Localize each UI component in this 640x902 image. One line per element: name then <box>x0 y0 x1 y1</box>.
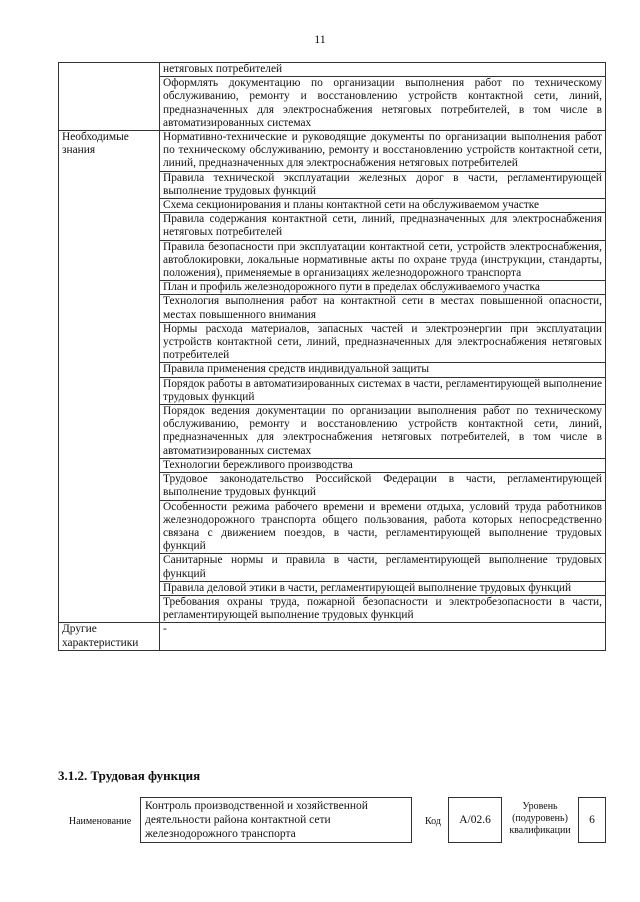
function-code-box: А/02.6 <box>448 797 502 843</box>
table-row <box>59 623 606 650</box>
page-number: 11 <box>314 32 326 46</box>
requirements-table <box>58 62 606 651</box>
row-item: Оформлять документацию по организации выполнения работ по техническому обслуживанию, ремонту и восстановлению устройств контактной сети, линий, предназначенных для электроснабжения нетяговых потребителей, в том числе в автоматизированных системах <box>160 77 606 131</box>
qualification-level-box: 6 <box>578 797 606 843</box>
row-label <box>59 63 160 131</box>
function-name-box: Контроль производственной и хозяйственной деятельности района контактной сети железнодорожного транспорта <box>140 797 412 843</box>
table-row <box>59 131 606 172</box>
row-item: Трудовое законодательство Российской Федерации в части, регламентирующей выполнение трудовых функций <box>160 473 606 500</box>
row-item: Порядок ведения документации по организации выполнения работ по техническому обслуживанию, ремонту и восстановлению устройств контактной сети, линий, предназначенных для электроснабжения нетяговых потребителей, в том числе в автоматизированных системах <box>160 405 606 459</box>
row-item: Нормы расхода материалов, запасных частей и электроэнергии при эксплуатации устройств контактной сети, линий, предназначенных для электроснабжения нетяговых потребителей <box>160 322 606 363</box>
row-item: Правила применения средств индивидуальной защиты <box>160 363 606 377</box>
row-item: нетяговых потребителей <box>160 63 606 77</box>
table-row <box>59 63 606 77</box>
row-item: Правила содержания контактной сети, линий, предназначенных для электроснабжения нетяговых потребителей <box>160 213 606 240</box>
row-item: Нормативно-технические и руководящие документы по организации выполнения работ по техническому обслуживанию, ремонту и восстановлению устройств контактной сети, линий, предназначенных для электроснабжения нетяговых потребителей <box>160 131 606 172</box>
row-item: Технология выполнения работ на контактной сети в местах повышенной опасности, местах повышенного внимания <box>160 295 606 322</box>
row-item: Санитарные нормы и правила в части, регламентирующей выполнение трудовых функций <box>160 554 606 581</box>
row-item: Требования охраны труда, пожарной безопасности и электробезопасности в части, регламентирующей выполнение трудовых функций <box>160 595 606 622</box>
row-item: Технологии бережливого производства <box>160 458 606 472</box>
row-item: План и профиль железнодорожного пути в пределах обслуживаемого участка <box>160 281 606 295</box>
row-label: Необходимые знания <box>59 131 160 623</box>
section-title: 3.1.2. Трудовая функция <box>58 768 201 783</box>
name-label: Наименование <box>68 816 132 827</box>
level-label: Уровень (подуровень) квалификации <box>509 801 571 836</box>
row-item: Правила деловой этики в части, регламентирующей выполнение трудовых функций <box>160 581 606 595</box>
row-item: Правила безопасности при эксплуатации контактной сети, устройств электроснабжения, автоблокировки, локальные нормативные акты по охране труда (инструкции, стандарты, положения), применяемые в организациях железнодорожного транспорта <box>160 240 606 281</box>
code-label: Код <box>425 816 441 827</box>
row-label: Другие характеристики <box>59 623 160 650</box>
row-item: Особенности режима рабочего времени и времени отдыха, условий труда работников железнодорожного транспорта общего пользования, работа которых непосредственно связана с движением поездов, в части, регламентирующей выполнение трудовых функций <box>160 500 606 554</box>
row-item: Схема секционирования и планы контактной сети на обслуживаемом участке <box>160 199 606 213</box>
row-item: - <box>160 623 606 650</box>
row-item: Правила технической эксплуатации железных дорог в части, регламентирующей выполнение трудовых функций <box>160 171 606 198</box>
row-item: Порядок работы в автоматизированных системах в части, регламентирующей выполнение трудовых функций <box>160 377 606 404</box>
